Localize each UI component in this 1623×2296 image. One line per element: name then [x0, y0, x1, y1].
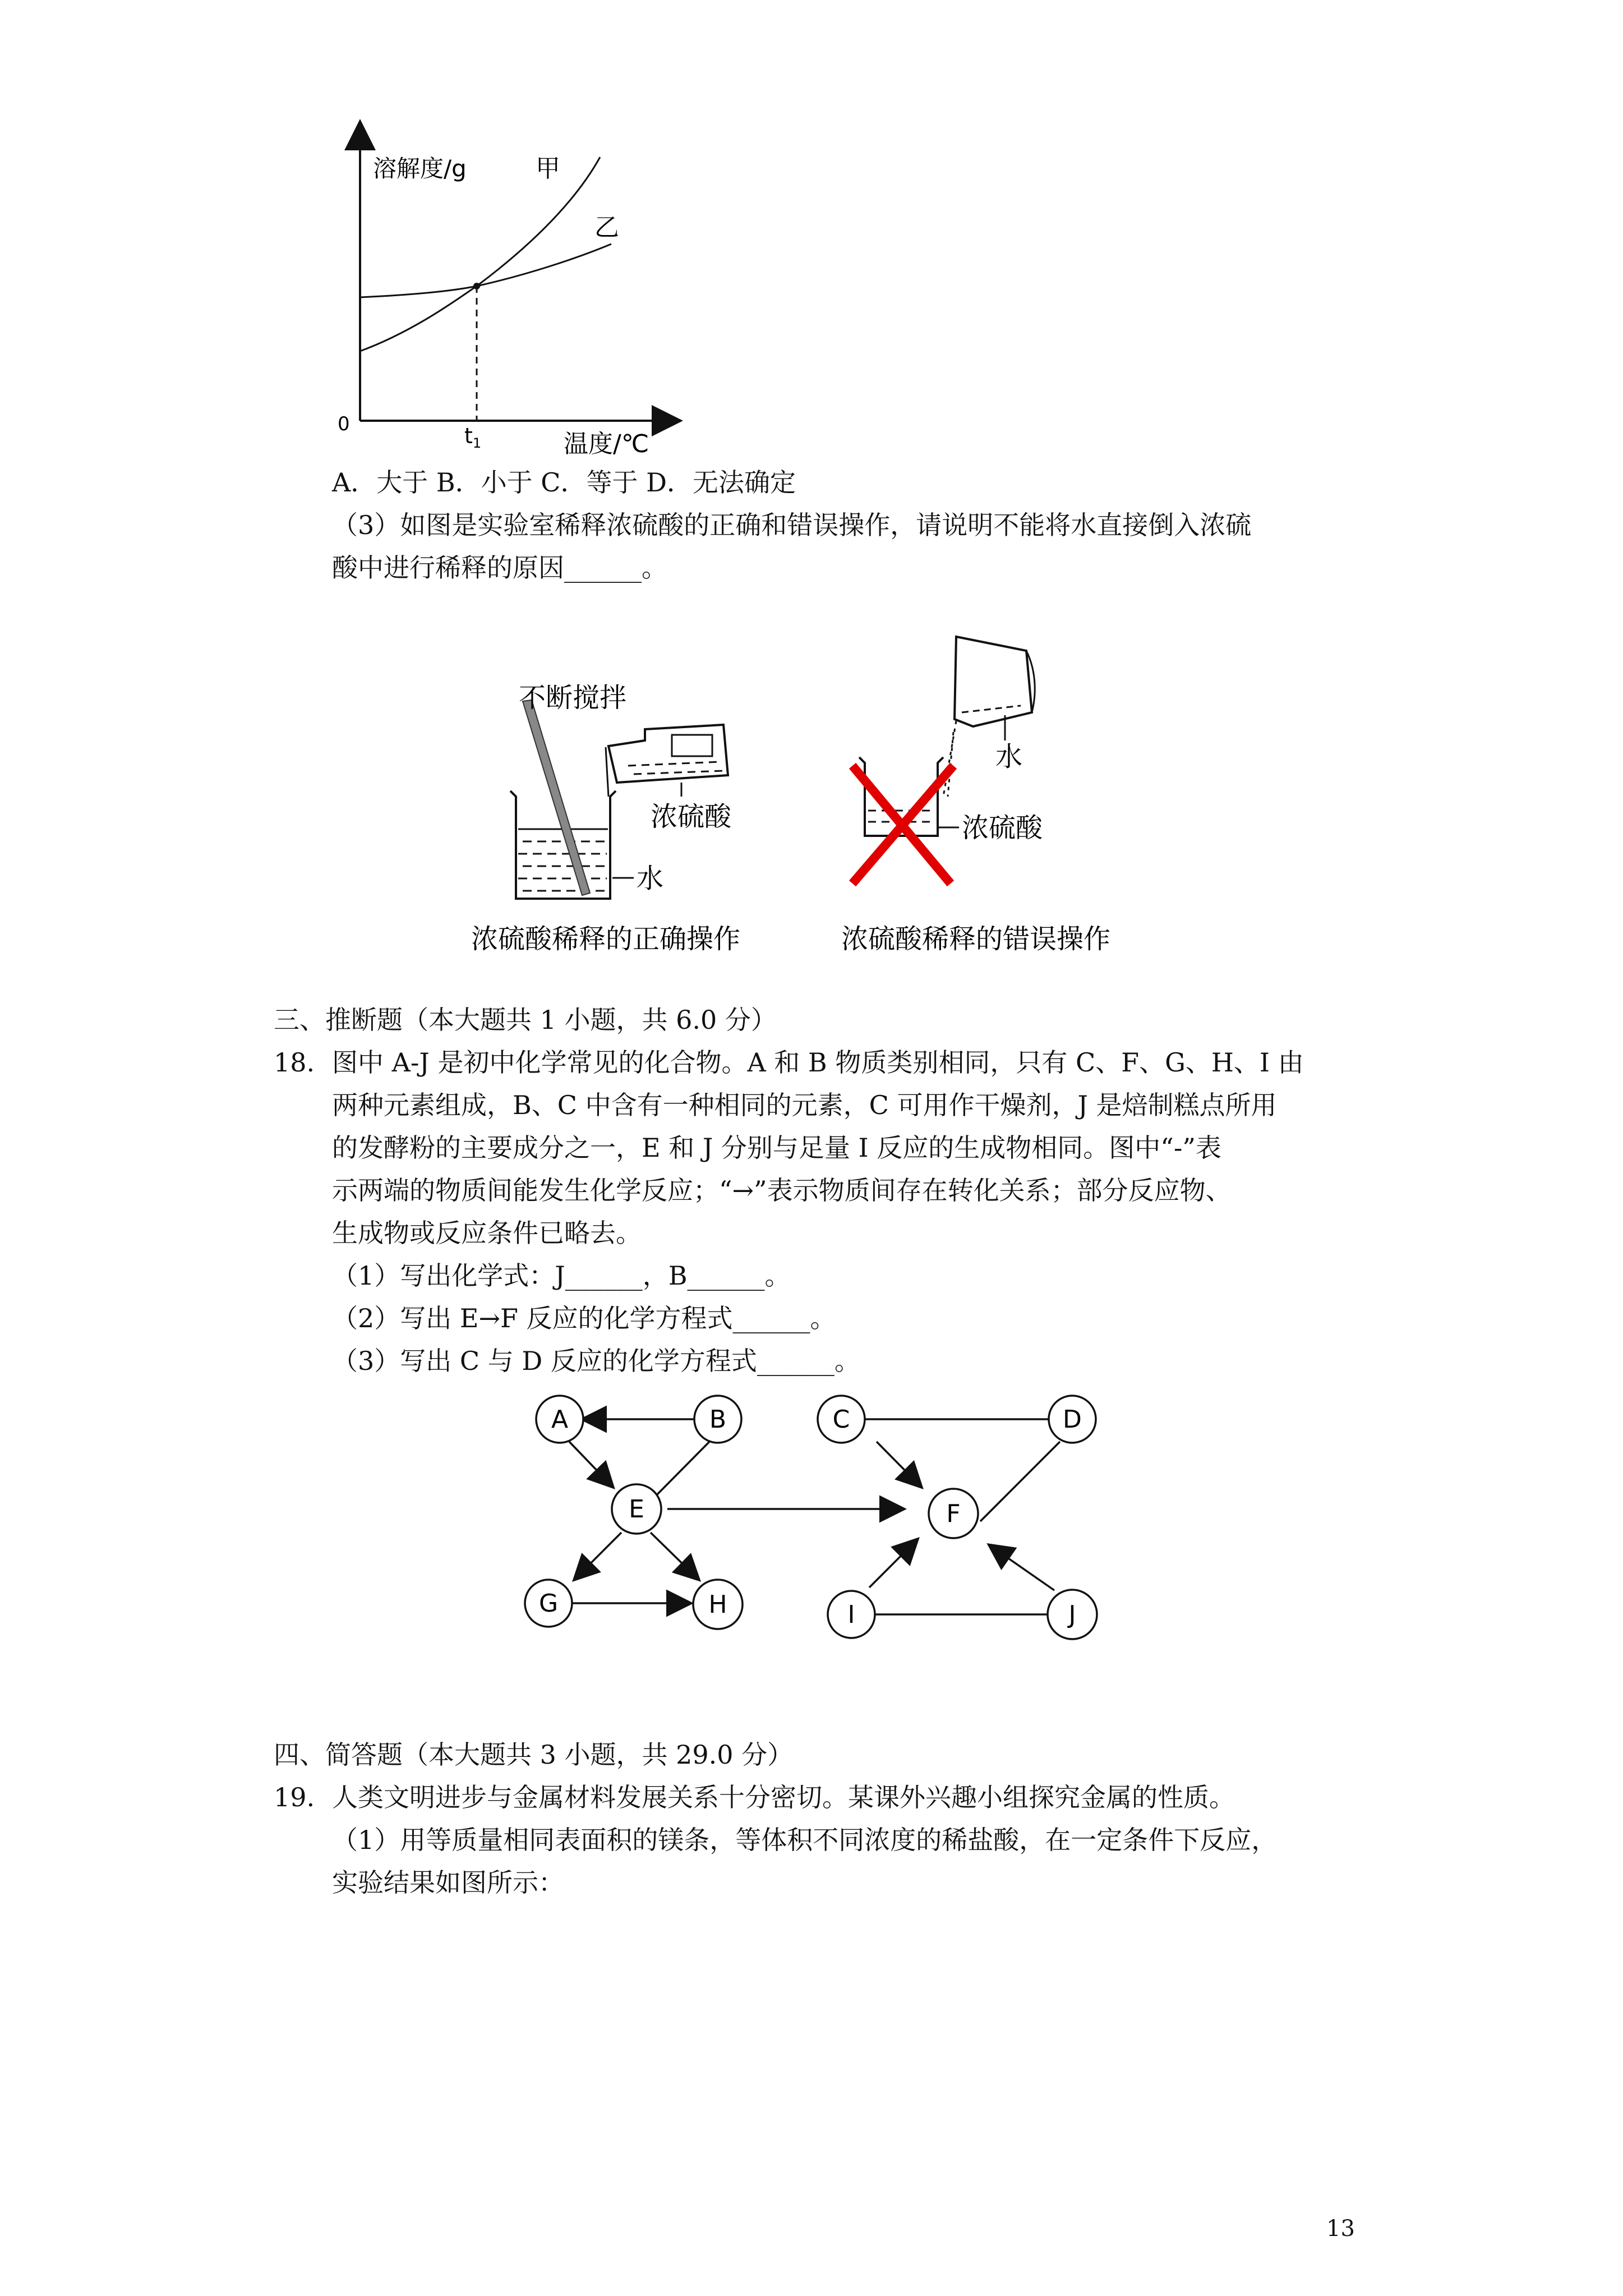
svg-text:A: A	[551, 1405, 569, 1434]
svg-text:J: J	[1068, 1600, 1076, 1629]
curve-jia-label: 甲	[536, 154, 560, 183]
q19-number: 19.	[274, 1782, 315, 1812]
acid-label-right: 浓硫酸	[962, 812, 1043, 844]
svg-text:D: D	[1063, 1405, 1082, 1434]
q18-sub1: （1）写出化学式：J______，B______。	[332, 1260, 791, 1291]
node-i	[828, 1591, 875, 1638]
node-b	[694, 1396, 741, 1443]
q18-line-3: 的发酵粉的主要成分之一，E 和 J 分别与足量 I 反应的生成物相同。图中“-”表	[332, 1133, 1221, 1163]
node-h	[693, 1580, 743, 1629]
y-axis-label: 溶解度/g	[373, 155, 467, 182]
q19-sub1-line1: （1）用等质量相同表面积的镁条，等体积不同浓度的稀盐酸，在一定条件下反应，	[332, 1825, 1278, 1855]
acid-bottle	[606, 725, 728, 797]
edge-i-to-f	[869, 1540, 917, 1588]
q18-sub3: （3）写出 C 与 D 反应的化学方程式______。	[332, 1346, 860, 1376]
edge-b-e	[656, 1442, 709, 1496]
edge-a-to-e	[569, 1442, 612, 1487]
t1-label: $t_1$	[464, 424, 482, 451]
water-label-right: 水	[995, 741, 1023, 772]
water-label-left: 水	[637, 863, 664, 894]
reaction-network	[494, 1386, 1144, 1688]
edge-c-to-f	[877, 1442, 921, 1487]
edge-e-to-g	[575, 1533, 621, 1579]
q18-line-1: 图中 A-J 是初中化学常见的化合物。A 和 B 物质类别相同，只有 C、F、G、H、I 由	[332, 1047, 1304, 1078]
dilution-figure	[460, 628, 1178, 965]
q18-line-2: 两种元素组成，B、C 中含有一种相同的元素，C 可用作干燥剂，J 是焙制糕点所用	[332, 1090, 1277, 1120]
q18-number: 18.	[274, 1047, 315, 1078]
correct-operation	[471, 682, 740, 955]
curve-yi	[360, 244, 611, 297]
svg-text:F: F	[946, 1499, 961, 1528]
svg-text:C: C	[832, 1405, 850, 1434]
node-e	[612, 1484, 661, 1534]
q17-part3-line1: （3）如图是实验室稀释浓硫酸的正确和错误操作，请说明不能将水直接倒入浓硫	[332, 510, 1252, 540]
curve-jia	[360, 157, 600, 351]
edge-d-f	[980, 1442, 1060, 1521]
node-a	[536, 1396, 583, 1443]
x-axis-label: 温度/℃	[564, 430, 649, 458]
svg-text:G: G	[538, 1589, 559, 1618]
q18-sub2: （2）写出 E→F 反应的化学方程式______。	[332, 1303, 836, 1333]
acid-label-left: 浓硫酸	[651, 801, 732, 832]
node-f	[929, 1489, 978, 1538]
node-d	[1049, 1396, 1096, 1443]
svg-text:H: H	[708, 1590, 727, 1619]
caption-left: 浓硫酸稀释的正确操作	[471, 923, 741, 955]
q19-sub1-line2: 实验结果如图所示：	[332, 1867, 564, 1898]
node-c	[818, 1396, 865, 1443]
node-g	[525, 1580, 572, 1627]
q19-line-1: 人类文明进步与金属材料发展关系十分密切。某课外兴趣小组探究金属的性质。	[332, 1782, 1235, 1812]
wrong-operation	[841, 637, 1110, 955]
svg-text:E: E	[629, 1495, 644, 1524]
q17-part3-line2: 酸中进行稀释的原因______。	[332, 553, 667, 583]
solubility-chart	[314, 118, 707, 466]
section4-heading: 四、简答题（本大题共 3 小题，共 29.0 分）	[274, 1740, 794, 1770]
q18-line-5: 生成物或反应条件已略去。	[332, 1218, 642, 1248]
curve-yi-label: 乙	[594, 213, 619, 242]
q18-line-4: 示两端的物质间能发生化学反应；“→”表示物质间存在转化关系；部分反应物、	[332, 1175, 1232, 1205]
q17-options: A．大于 B．小于 C．等于 D．无法确定	[332, 467, 796, 498]
section3-heading: 三、推断题（本大题共 1 小题，共 6.0 分）	[274, 1005, 777, 1035]
svg-text:B: B	[709, 1405, 727, 1434]
page-number: 13	[1326, 2216, 1355, 2242]
edge-j-to-f	[990, 1545, 1054, 1590]
stir-label: 不断搅拌	[519, 682, 627, 714]
node-j	[1048, 1590, 1097, 1639]
origin-label: 0	[338, 413, 350, 435]
edge-e-to-h	[651, 1533, 698, 1579]
water-beaker	[955, 637, 1032, 726]
caption-right: 浓硫酸稀释的错误操作	[841, 923, 1111, 955]
svg-text:I: I	[847, 1600, 855, 1629]
